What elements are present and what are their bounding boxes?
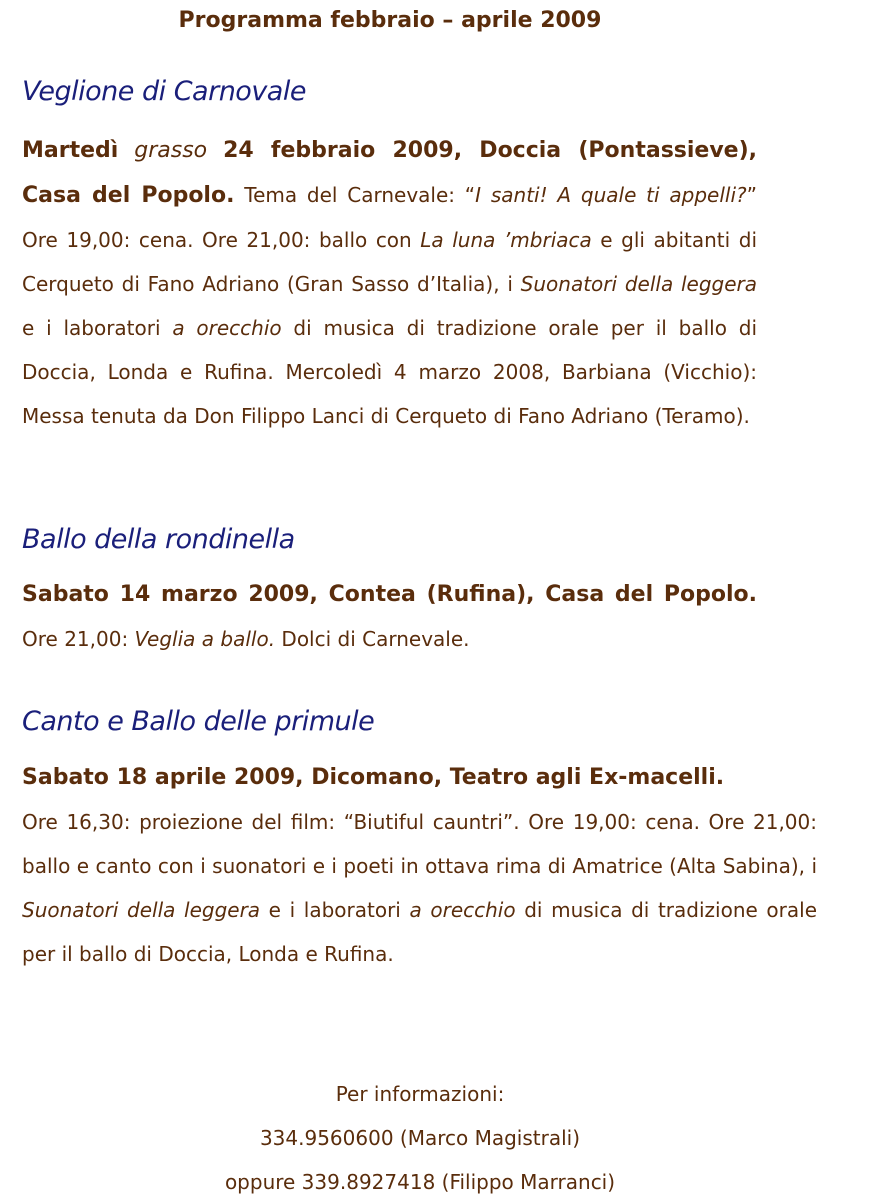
time-text: Ore 21,00: bbox=[22, 627, 135, 651]
labs-name: a orecchio bbox=[409, 898, 516, 922]
info-phone-1: 334.9560600 (Marco Magistrali) bbox=[259, 1126, 581, 1150]
guests-text: e gli abitanti di Cerqueto di Fano Adriano (Gran Sasso d’Italia), i bbox=[22, 228, 757, 296]
info-phone-2: oppure 339.8927418 (Filippo Marranci) bbox=[224, 1170, 616, 1194]
sweets-text: Dolci di Carnevale. bbox=[275, 627, 470, 651]
group-name: Suonatori della leggera bbox=[22, 898, 261, 922]
group-name: Suonatori della leggera bbox=[520, 272, 757, 296]
theme-title: I santi! A quale ti appelli? bbox=[475, 183, 747, 207]
date-place: 24 febbraio 2009, Doccia (Pontassieve), Casa del Popolo. bbox=[22, 138, 758, 208]
date-qualifier: grasso bbox=[134, 138, 208, 163]
date-place: Sabato 14 marzo 2009, Contea (Rufina), Casa del Popolo. bbox=[22, 582, 757, 607]
section-heading-carnovale: Veglione di Carnovale bbox=[22, 76, 306, 107]
labs-text: e i laboratori bbox=[260, 898, 410, 922]
section-heading-rondinella: Ballo della rondinella bbox=[22, 524, 295, 555]
event-name: Veglia a ballo. bbox=[134, 627, 276, 651]
labs-text: e i laboratori bbox=[22, 316, 173, 340]
closing-text: di musica di tradizione orale per il ballo di Doccia, Londa e Rufina. Mercoledì 4 marzo 2008, Barbiana (Vicchio): Messa tenuta da Don Filippo Lanci di Cerqueto di Fano Adriano (Teramo). bbox=[22, 316, 758, 428]
theme-text: Tema del Carnevale: “ bbox=[234, 183, 476, 207]
band-name: La luna ’mbriaca bbox=[420, 228, 592, 252]
date-place: Sabato 18 aprile 2009, Dicomano, Teatro agli Ex-macelli. bbox=[22, 765, 725, 790]
section-primule-body bbox=[22, 756, 817, 976]
section-rondinella-body bbox=[22, 572, 757, 661]
page-title: Programma febbraio – aprile 2009 bbox=[178, 8, 602, 33]
info-label: Per informazioni: bbox=[335, 1082, 505, 1106]
labs-name: a orecchio bbox=[172, 316, 282, 340]
section-heading-primule: Canto e Ballo delle primule bbox=[22, 706, 375, 737]
date-weekday: Martedì bbox=[22, 138, 119, 163]
closing-text: di musica di tradizione orale per il ballo di Doccia, Londa e Rufina. bbox=[22, 898, 818, 966]
program-text: Ore 16,30: proiezione del film: “Biutiful cauntri”. Ore 19,00: cena. Ore 21,00: ballo e canto con i suonatori e i poeti in ottava rima di Amatrice (Alta Sabina), i bbox=[22, 810, 817, 878]
program-text: ” Ore 19,00: cena. Ore 21,00: ballo con bbox=[22, 183, 757, 252]
section-carnovale-body bbox=[22, 128, 757, 438]
